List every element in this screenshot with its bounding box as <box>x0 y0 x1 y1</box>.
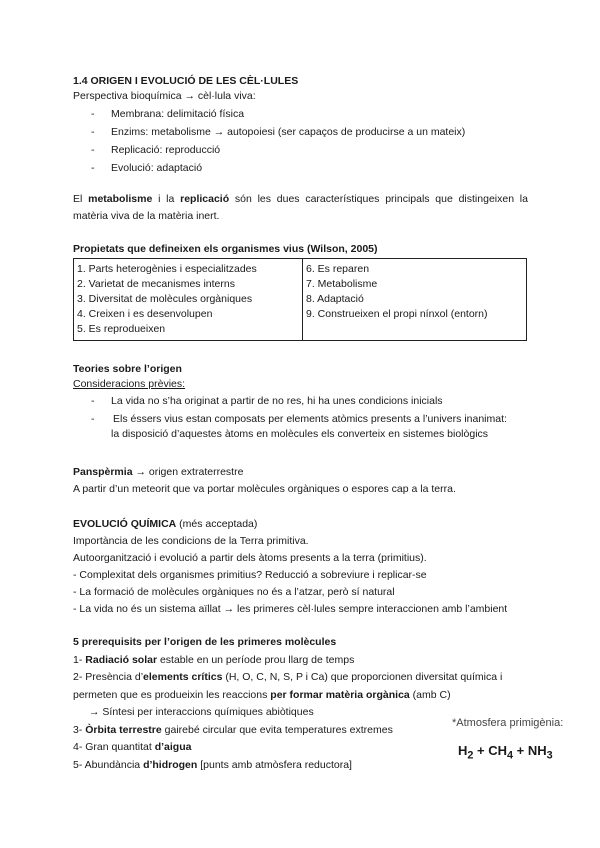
prereq-item: 2- Presència d’elements crítics (H, O, C, N, S, P i Ca) que proporcionen diversitat química i <box>73 671 503 683</box>
table-cell: 5. Es reprodueixen <box>77 323 166 335</box>
chemical-line: Importància de les condicions de la Terra primitiva. <box>73 535 309 547</box>
chemical-title: EVOLUCIÓ QUÍMICA (més acceptada) <box>73 518 258 530</box>
prereq-item: 3- Òrbita terrestre gairebé circular que evita temperatures extremes <box>73 723 393 736</box>
section-panspermia <box>73 464 528 498</box>
metabolism-paragraph: El metabolisme i la replicació són les dues característiques principals que distingeixen la matèria viva de la matèria inert. <box>73 193 528 222</box>
prereq-item: 1- Radiació solar estable en un període prou llarg de temps <box>73 653 355 666</box>
table-cell: 4. Creixen i es desenvolupen <box>77 308 213 320</box>
prereq-subitem: → Síntesi per interaccions químiques abiòtiques <box>89 706 314 718</box>
prereq-item: 5- Abundància d’hidrogen [punts amb atmòsfera reductora] <box>73 758 352 771</box>
table-cell: 2. Varietat de mecanismes interns <box>77 278 235 290</box>
list-item: - Els éssers vius estan composats per elements atòmics presents a l’univers inanimat: <box>73 410 528 428</box>
chemical-line: Autoorganització i evolució a partir dels àtoms presents a la terra (primitius). <box>73 552 427 564</box>
list-item: - Evolució: adaptació <box>73 159 528 177</box>
atmosphere-label: *Atmosfera primigènia: <box>452 717 564 729</box>
chemical-line: - La vida no és un sistema aïllat → les primeres cèl·lules sempre interaccionen amb l’ambient <box>73 603 508 615</box>
properties-table <box>73 258 527 341</box>
atmosphere-formula: $H_2 + CH_4 + NH_3$ <box>458 743 553 762</box>
table-cell: 9. Construeixen el propi nínxol (entorn) <box>306 308 488 320</box>
properties-left-column <box>74 259 303 341</box>
section-heading: 1.4 ORIGEN I EVOLUCIÓ DE LES CÈL·LULES <box>73 75 299 87</box>
prereq-item: 4- Gran quantitat d’aigua <box>73 741 192 753</box>
list-item: - La vida no s’ha originat a partir de no res, hi ha unes condicions inicials <box>73 392 528 410</box>
table-cell: 3. Diversitat de molècules orgàniques <box>77 293 253 305</box>
section-chemical-evolution <box>73 516 528 618</box>
cell-list <box>73 105 528 177</box>
panspermia-text: A partir d’un meteorit que va portar molècules orgàniques o espores cap a la terra. <box>73 483 456 495</box>
prereq-item-continuation: permeten que es produeixin les reaccions per formar matèria orgànica (amb C) <box>73 688 451 701</box>
intro-line: Perspectiva bioquímica → cèl·lula viva: <box>73 90 256 102</box>
properties-right-column <box>303 259 527 341</box>
theories-heading: Teories sobre l’origen <box>73 363 182 375</box>
list-item-continuation: la disposició d’aquestes àtoms en molècules els converteix en sistemes biològics <box>111 428 489 440</box>
list-item: - Membrana: delimitació física <box>73 105 528 123</box>
properties-heading: Propietats que defineixen els organismes vius (Wilson, 2005) <box>73 243 378 255</box>
chemical-line: - Complexitat dels organismes primitius? Reducció a sobreviure i replicar-se <box>73 569 427 581</box>
table-cell: 6. Es reparen <box>306 263 370 275</box>
list-item: - Replicació: reproducció <box>73 141 528 159</box>
panspermia-title: Panspèrmia → origen extraterrestre <box>73 466 244 478</box>
theories-list <box>73 392 528 428</box>
list-item: - Enzims: metabolisme → autopoiesi (ser capaços de producirse a un mateix) <box>73 123 528 141</box>
table-cell: 1. Parts heterogènies i especialitzades <box>77 263 257 275</box>
section-theories <box>73 362 528 442</box>
section-origin <box>73 74 528 177</box>
theories-subheading: Consideracions prèvies: <box>73 378 186 390</box>
table-cell: 8. Adaptació <box>306 293 364 305</box>
prereq-heading: 5 prerequisits per l’origen de les primeres molècules <box>73 636 337 648</box>
chemical-line: - La formació de molècules orgàniques no és a l’atzar, però sí natural <box>73 586 395 598</box>
table-cell: 7. Metabolisme <box>306 278 378 290</box>
